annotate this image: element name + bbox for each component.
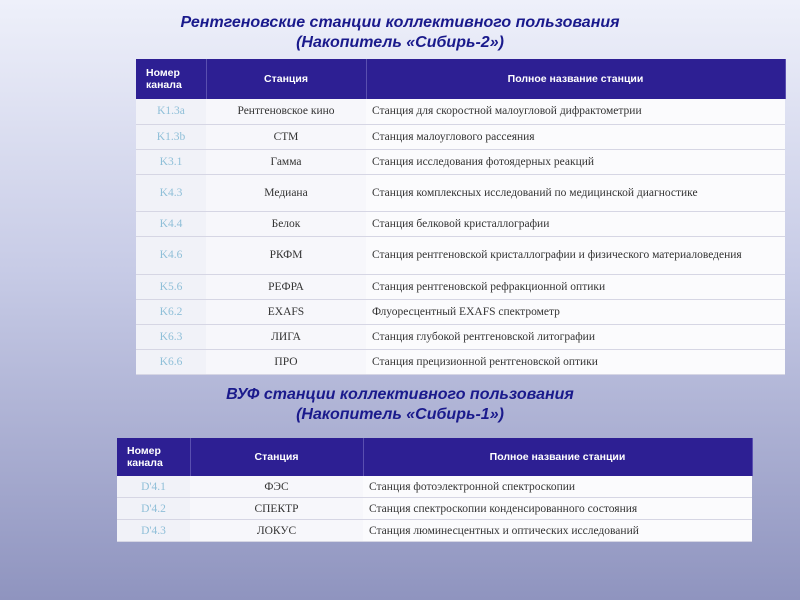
station-cell: РКФМ <box>206 236 366 274</box>
channel-cell: K6.2 <box>136 299 206 324</box>
station-cell: ЛОКУС <box>190 520 363 542</box>
channel-cell: K4.6 <box>136 236 206 274</box>
station-cell: Рентгеновское кино <box>206 99 366 124</box>
table-row <box>136 211 785 236</box>
channel-cell: D'4.3 <box>117 520 190 542</box>
table-row <box>117 498 752 520</box>
section1-title-line2: (Накопитель «Сибирь-2») <box>296 34 504 51</box>
table-row <box>136 299 785 324</box>
channel-cell: D'4.1 <box>117 476 190 498</box>
table-row <box>136 174 785 211</box>
header-full-name: Полное название станции <box>366 59 785 99</box>
channel-cell: K4.3 <box>136 174 206 211</box>
xray-stations-table <box>136 59 786 375</box>
section2-title-line2: (Накопитель «Сибирь-1») <box>296 406 504 423</box>
channel-cell: D'4.2 <box>117 498 190 520</box>
section2-title-line1: ВУФ станции коллективного пользования <box>226 386 574 403</box>
table-row <box>136 236 785 274</box>
full-name-cell: Станция прецизионной рентгеновской оптики <box>366 349 785 374</box>
station-cell: СПЕКТР <box>190 498 363 520</box>
full-name-cell: Станция спектроскопии конденсированного состояния <box>363 498 752 520</box>
full-name-cell: Станция комплексных исследований по медицинской диагностике <box>366 174 785 211</box>
full-name-cell: Станция люминесцентных и оптических исследований <box>363 520 752 542</box>
header-station: Станция <box>190 438 363 476</box>
table-row <box>136 149 785 174</box>
full-name-cell: Станция фотоэлектронной спектроскопии <box>363 476 752 498</box>
header-station: Станция <box>206 59 366 99</box>
section1-title <box>100 13 700 53</box>
full-name-cell: Флуоресцентный EXAFS спектрометр <box>366 299 785 324</box>
full-name-cell: Станция малоуглового рассеяния <box>366 124 785 149</box>
station-cell: Медиана <box>206 174 366 211</box>
full-name-cell: Станция белковой кристаллографии <box>366 211 785 236</box>
channel-cell: K1.3b <box>136 124 206 149</box>
section2-title <box>100 385 700 425</box>
channel-cell: K6.3 <box>136 324 206 349</box>
table-row <box>117 520 752 542</box>
station-cell: ФЭС <box>190 476 363 498</box>
full-name-cell: Станция глубокой рентгеновской литографии <box>366 324 785 349</box>
table-row <box>136 99 785 124</box>
table-row <box>117 476 752 498</box>
full-name-cell: Станция исследования фотоядерных реакций <box>366 149 785 174</box>
table-row <box>136 349 785 374</box>
section1-title-line1: Рентгеновские станции коллективного пользования <box>180 14 620 31</box>
full-name-cell: Станция для скоростной малоугловой дифрактометрии <box>366 99 785 124</box>
channel-cell: K5.6 <box>136 274 206 299</box>
table-header-row <box>117 438 752 476</box>
station-cell: Белок <box>206 211 366 236</box>
header-channel: Номер канала <box>117 438 190 476</box>
table-row <box>136 324 785 349</box>
station-cell: РЕФРА <box>206 274 366 299</box>
full-name-cell: Станция рентгеновской рефракционной оптики <box>366 274 785 299</box>
channel-cell: K1.3a <box>136 99 206 124</box>
vuv-stations-table <box>117 438 753 542</box>
channel-cell: K4.4 <box>136 211 206 236</box>
station-cell: Гамма <box>206 149 366 174</box>
channel-cell: K6.6 <box>136 349 206 374</box>
station-cell: EXAFS <box>206 299 366 324</box>
channel-cell: K3.1 <box>136 149 206 174</box>
full-name-cell: Станция рентгеновской кристаллографии и физического материаловедения <box>366 236 785 274</box>
header-full-name: Полное название станции <box>363 438 752 476</box>
table-row <box>136 124 785 149</box>
station-cell: ЛИГА <box>206 324 366 349</box>
table-row <box>136 274 785 299</box>
station-cell: СТМ <box>206 124 366 149</box>
table-header-row <box>136 59 785 99</box>
header-channel: Номер канала <box>136 59 206 99</box>
station-cell: ПРО <box>206 349 366 374</box>
